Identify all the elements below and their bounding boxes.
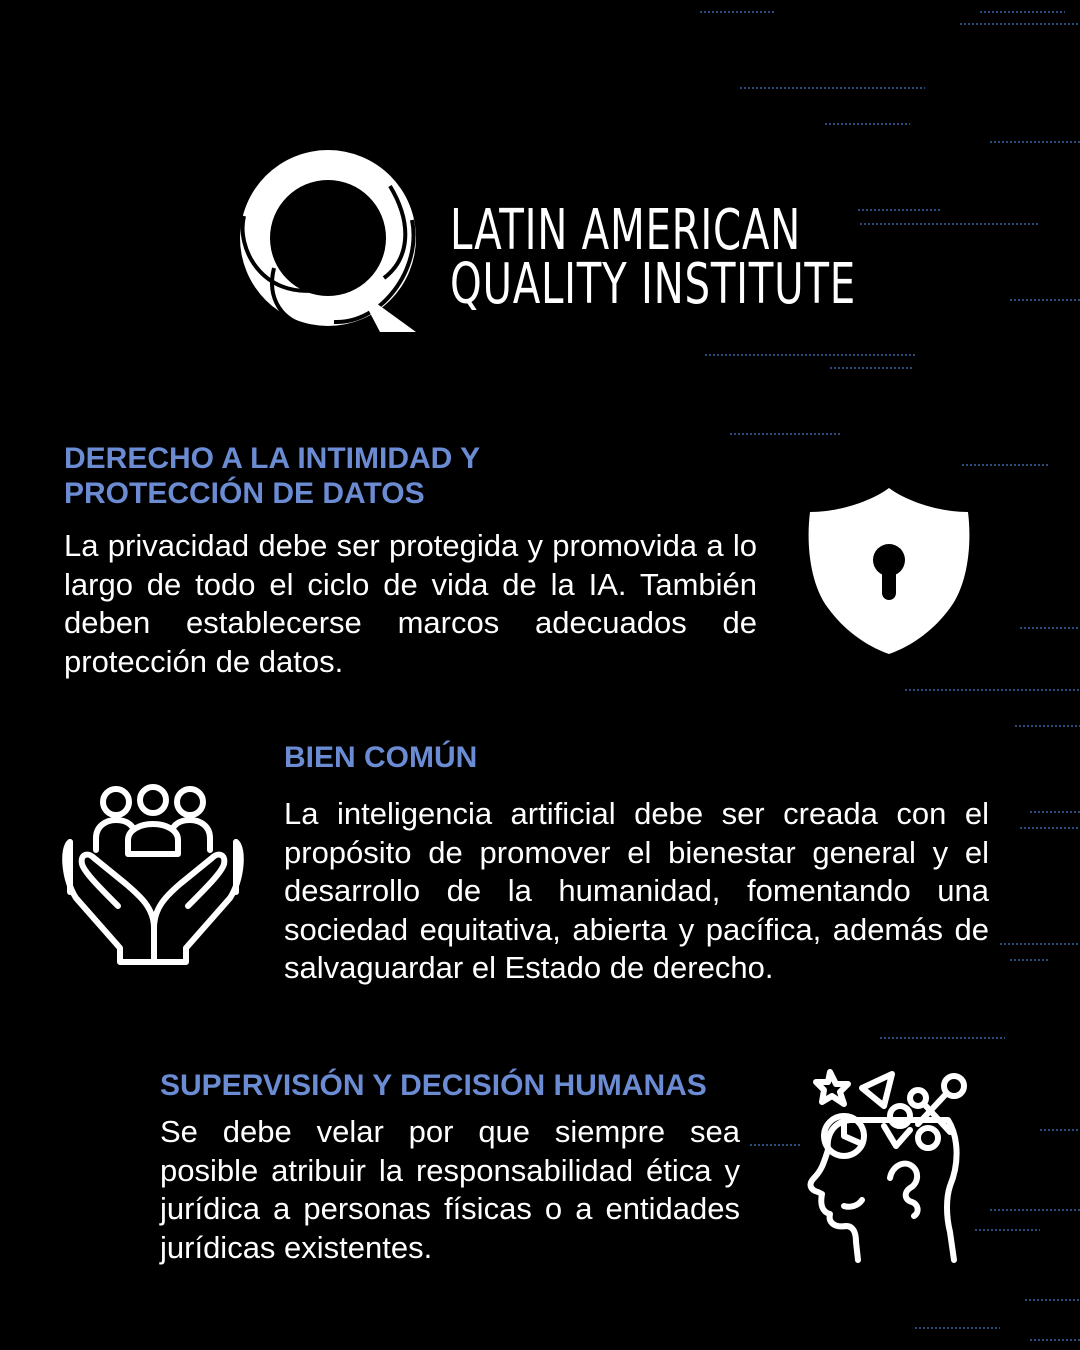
lamqi-circle-logo-icon (238, 146, 418, 332)
section-body-privacy: La privacidad debe ser protegida y promovida a lo largo de todo el ciclo de vida de la IA. También deben establecerse marcos adecuados de protección de datos. (64, 528, 757, 679)
shield-lock-icon (800, 484, 978, 658)
brand-name (450, 198, 870, 317)
people-in-hands-icon (58, 780, 248, 970)
section-body-common-good: La inteligencia artificial debe ser creada con el propósito de promover el bienestar general y el desarrollo de la humanidad, fomentando una sociedad equitativa, abierta y pacífica, además de salvaguardar el Estado de derecho. (284, 796, 989, 985)
section-title-common-good: BIEN COMÚN (284, 741, 478, 774)
section-body-human-oversight: Se debe velar por que siempre sea posible atribuir la responsabilidad ética y jurídica a personas físicas o a entidades jurídicas existentes. (160, 1114, 740, 1265)
brand-name-line-1: LATIN AMERICAN (450, 198, 802, 263)
section-title-privacy: DERECHO A LA INTIMIDAD Y PROTECCIÓN DE DATOS (64, 442, 480, 510)
section-title-human-oversight: SUPERVISIÓN Y DECISIÓN HUMANAS (160, 1069, 707, 1102)
human-head-ideas-icon (800, 1066, 980, 1266)
brand-header (238, 146, 858, 336)
brand-name-line-2: QUALITY INSTITUTE (450, 252, 856, 317)
